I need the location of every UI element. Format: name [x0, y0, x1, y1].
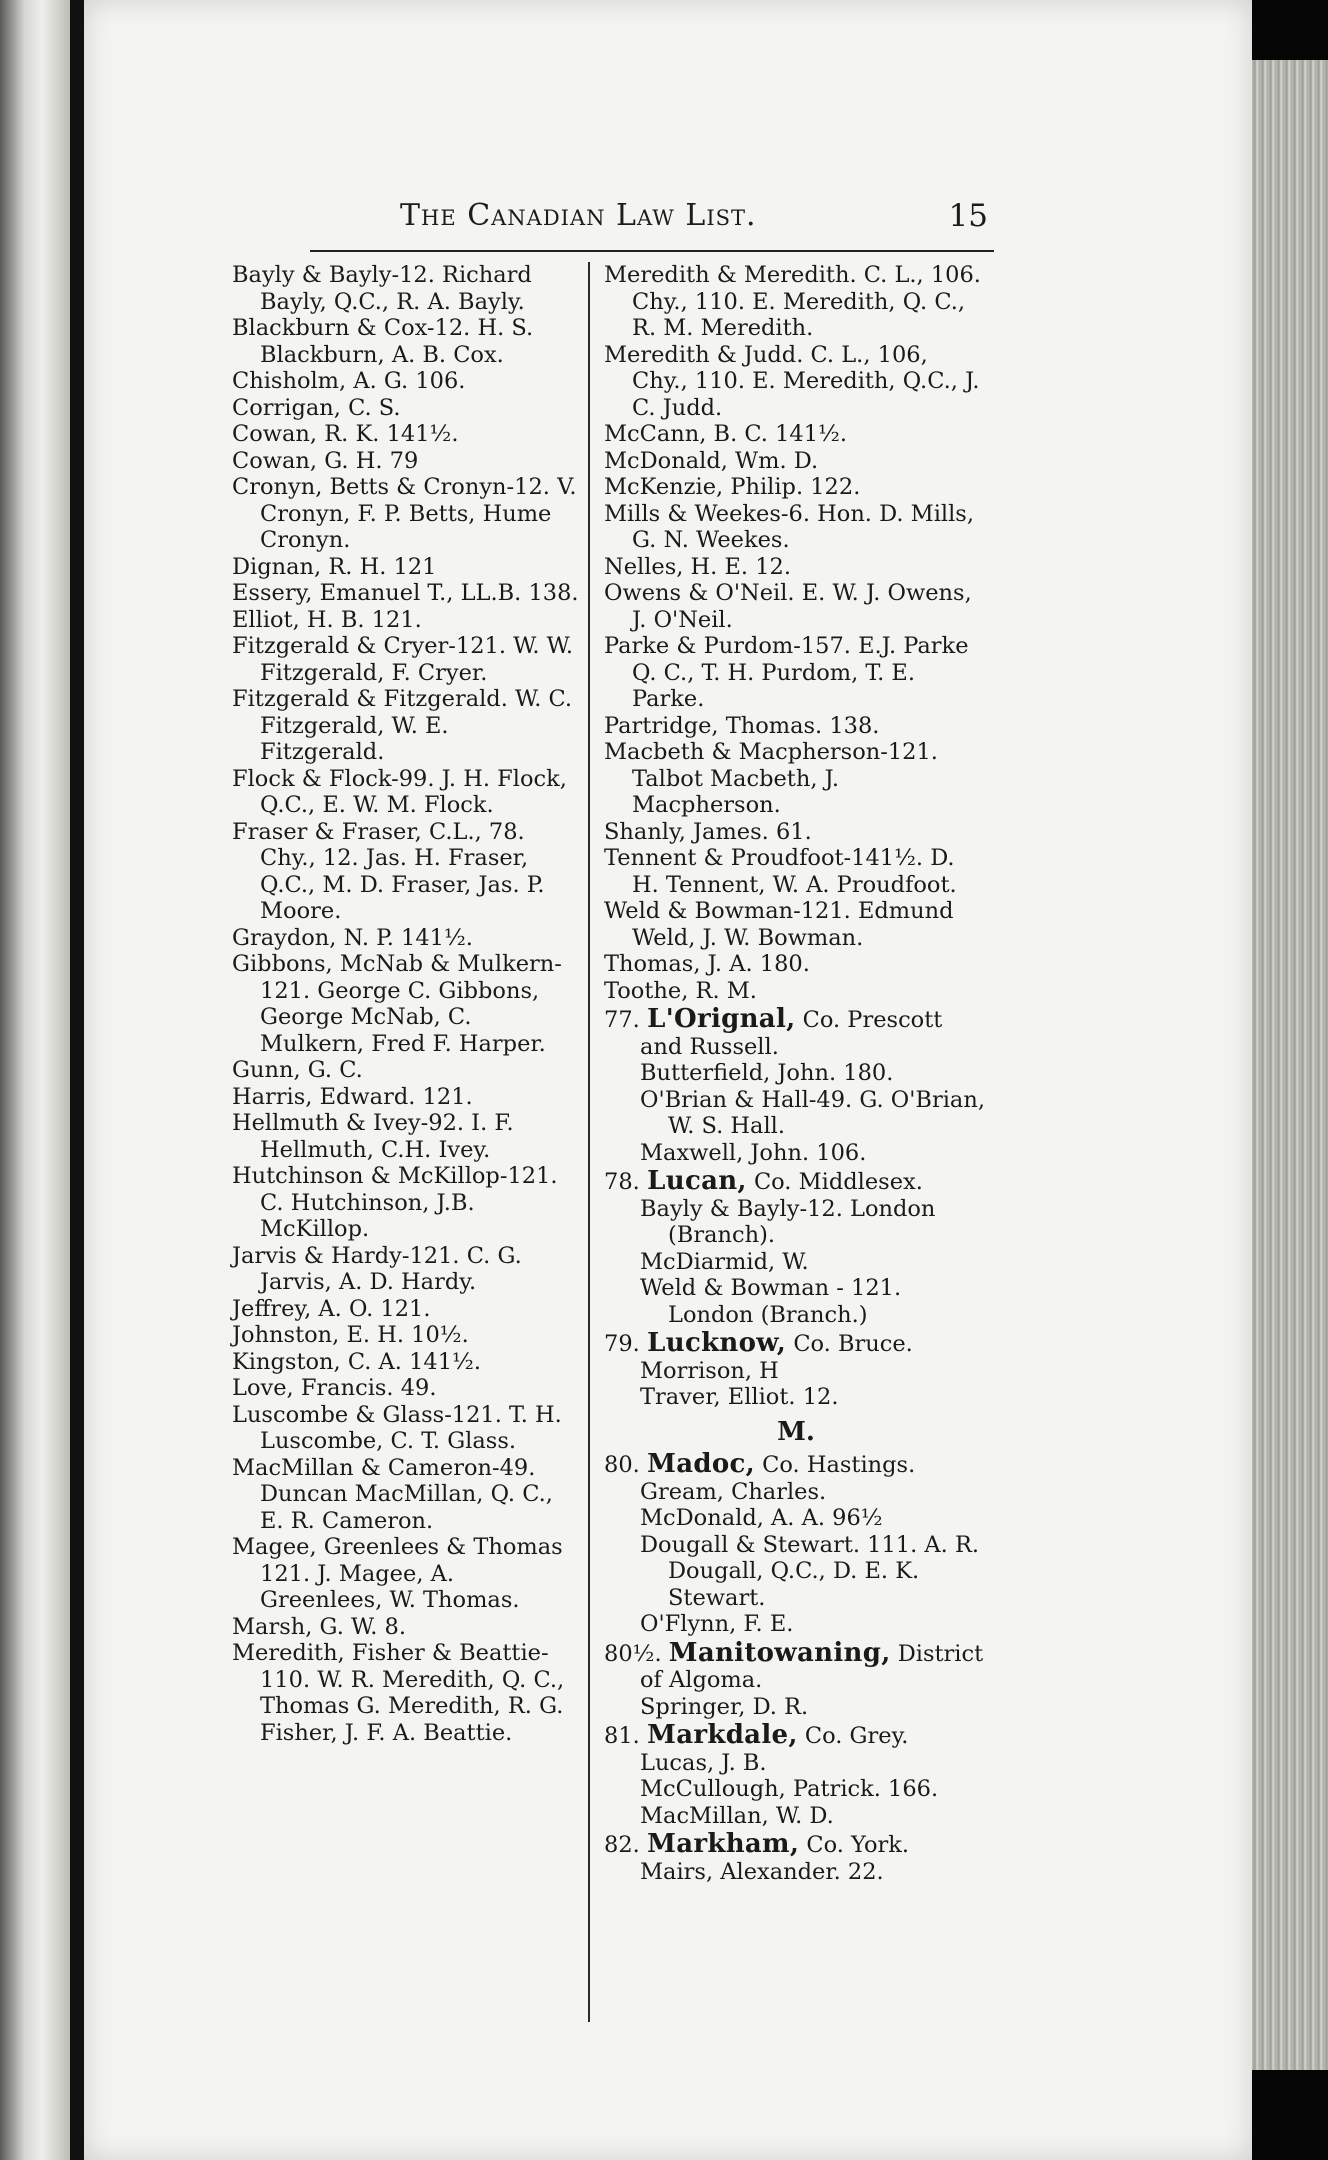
list-item: O'Flynn, F. E.: [640, 1611, 794, 1637]
list-item: Maxwell, John. 106.: [640, 1139, 867, 1166]
list-item: Parke & Purdom-157. E.J. Parke Q. C., T. H. Purdom, T. E. Parke.: [604, 633, 969, 712]
list-item: Corrigan, C. S.: [232, 394, 401, 421]
list-item: MacMillan & Cameron-49. Duncan MacMillan, Q. C., E. R. Cameron.: [232, 1454, 553, 1534]
list-item: Weld & Bowman-121. Edmund Weld, J. W. Bowman.: [604, 898, 954, 951]
list-item: Mairs, Alexander. 22.: [640, 1858, 884, 1885]
town-name: Manitowaning,: [668, 1637, 891, 1668]
town-heading: [604, 1006, 988, 1060]
town-heading: [604, 1451, 988, 1479]
town-heading: [604, 1168, 988, 1196]
town-county: Co. Grey.: [804, 1723, 909, 1749]
list-item: McDonald, A. A. 96½: [640, 1505, 883, 1531]
town-county: Co. Hastings.: [762, 1452, 916, 1478]
town-number: 80½.: [604, 1640, 662, 1667]
list-item: Cronyn, Betts & Cronyn-12. V. Cronyn, F. P. Betts, Hume Cronyn.: [232, 474, 577, 553]
running-title: The Canadian Law List.: [400, 198, 757, 233]
list-item: Kingston, C. A. 141½.: [232, 1348, 482, 1375]
list-item: Fitzgerald & Cryer-121. W. W. Fitzgerald, F. Cryer.: [232, 633, 573, 686]
book-gutter: [70, 0, 84, 2160]
list-item: McDonald, Wm. D.: [604, 447, 819, 474]
list-item: Partridge, Thomas. 138.: [604, 712, 880, 739]
town-number: 77.: [604, 1007, 640, 1033]
list-item: Chisholm, A. G. 106.: [232, 368, 466, 394]
page-header: [310, 190, 994, 252]
list-item: Gunn, G. C.: [232, 1057, 363, 1083]
list-item: Meredith, Fisher & Beattie-110. W. R. Meredith, Q. C., Thomas G. Meredith, R. G. Fisher, J. F. A. Beattie.: [232, 1640, 565, 1746]
list-item: Springer, D. R.: [640, 1693, 809, 1720]
list-item: Shanly, James. 61.: [604, 818, 812, 845]
town-county: Co. Bruce.: [793, 1331, 913, 1357]
list-item: Luscombe & Glass-121. T. H. Luscombe, C. T. Glass.: [232, 1401, 562, 1454]
list-item: Owens & O'Neil. E. W. J. Owens, J. O'Neil.: [604, 580, 972, 633]
town-name: Markham,: [647, 1829, 800, 1859]
town-county: Co. Prescott and Russell.: [640, 1007, 943, 1060]
list-item: Weld & Bowman - 121. London (Branch.): [640, 1275, 902, 1328]
list-item: Elliot, H. B. 121.: [232, 606, 422, 633]
list-item: Magee, Greenlees & Thomas 121. J. Magee, A. Greenlees, W. Thomas.: [232, 1534, 563, 1613]
list-item: Mills & Weekes-6. Hon. D. Mills, G. N. Weekes.: [604, 500, 974, 553]
list-item: Graydon, N. P. 141½.: [232, 924, 473, 951]
list-item: O'Brian & Hall-49. G. O'Brian, W. S. Hall.: [640, 1086, 985, 1139]
town-heading: [604, 1831, 988, 1859]
list-item: Cowan, G. H. 79: [232, 447, 419, 474]
town-number: 82.: [604, 1832, 640, 1858]
list-item: Marsh, G. W. 8.: [232, 1613, 406, 1640]
town-number: 79.: [604, 1331, 640, 1357]
town-number: 80.: [604, 1452, 640, 1478]
left-column: [232, 262, 580, 1746]
list-item: Toothe, R. M.: [604, 977, 757, 1004]
town-heading: [604, 1722, 988, 1750]
list-item: Bayly & Bayly-12. London (Branch).: [640, 1195, 936, 1248]
previous-page-edge: [0, 0, 70, 2160]
list-item: Lucas, J. B.: [640, 1749, 767, 1776]
list-item: Dignan, R. H. 121: [232, 553, 437, 580]
list-item: McCann, B. C. 141½.: [604, 421, 848, 447]
list-item: Gibbons, McNab & Mulkern-121. George C. Gibbons, George McNab, C. Mulkern, Fred F. Harper.: [232, 951, 562, 1057]
list-item: Traver, Elliot. 12.: [640, 1384, 839, 1410]
list-item: Love, Francis. 49.: [232, 1375, 437, 1401]
list-item: Morrison, H: [640, 1357, 779, 1384]
list-item: Meredith & Meredith. C. L., 106. Chy., 110. E. Meredith, Q. C., R. M. Meredith.: [604, 262, 981, 341]
list-item: Johnston, E. H. 10½.: [232, 1322, 469, 1348]
town-county: District of Algoma.: [640, 1640, 984, 1693]
town-name: L'Orignal,: [647, 1004, 796, 1034]
list-item: Nelles, H. E. 12.: [604, 553, 791, 580]
list-item: McDiarmid, W.: [640, 1248, 809, 1275]
list-item: Jarvis & Hardy-121. C. G. Jarvis, A. D. Hardy.: [232, 1242, 522, 1295]
list-item: Harris, Edward. 121.: [232, 1083, 473, 1110]
list-item: Dougall & Stewart. 111. A. R. Dougall, Q.C., D. E. K. Stewart.: [640, 1531, 980, 1611]
list-item: McCullough, Patrick. 166.: [640, 1776, 939, 1802]
town-county: Co. York.: [806, 1832, 910, 1858]
list-item: Bayly & Bayly-12. Richard Bayly, Q.C., R. A. Bayly.: [232, 262, 532, 315]
list-item: Fraser & Fraser, C.L., 78. Chy., 12. Jas. H. Fraser, Q.C., M. D. Fraser, Jas. P. Moore.: [232, 818, 545, 924]
town-name: Markdale,: [647, 1720, 798, 1750]
column-divider: [588, 262, 590, 2022]
section-letter: M.: [777, 1416, 815, 1447]
list-item: Meredith & Judd. C. L., 106, Chy., 110. E. Meredith, Q.C., J. C. Judd.: [604, 341, 980, 421]
page-block-edge: [1252, 60, 1328, 2070]
list-item: Essery, Emanuel T., LL.B. 138.: [232, 580, 579, 606]
list-item: Butterfield, John. 180.: [640, 1060, 894, 1086]
town-name: Lucan,: [647, 1166, 747, 1196]
list-item: MacMillan, W. D.: [640, 1802, 834, 1829]
list-item: McKenzie, Philip. 122.: [604, 474, 861, 500]
list-item: Tennent & Proudfoot-141½. D. H. Tennent, W. A. Proudfoot.: [604, 845, 957, 898]
list-item: Jeffrey, A. O. 121.: [232, 1295, 431, 1322]
town-name: Madoc,: [647, 1449, 755, 1479]
list-item: Macbeth & Macpherson-121. Talbot Macbeth, J. Macpherson.: [604, 739, 938, 818]
town-number: 81.: [604, 1723, 640, 1749]
town-heading: [604, 1637, 988, 1694]
town-name: Lucknow,: [647, 1328, 787, 1358]
page-number: 15: [948, 198, 988, 234]
right-column: [604, 262, 988, 1885]
list-item: Flock & Flock-99. J. H. Flock, Q.C., E. W. M. Flock.: [232, 765, 567, 818]
list-item: Thomas, J. A. 180.: [604, 951, 810, 977]
list-item: Hutchinson & McKillop-121. C. Hutchinson, J.B. McKillop.: [232, 1163, 558, 1242]
list-item: Fitzgerald & Fitzgerald. W. C. Fitzgerald, W. E. Fitzgerald.: [232, 686, 573, 765]
list-item: Cowan, R. K. 141½.: [232, 421, 459, 447]
town-county: Co. Middlesex.: [753, 1169, 923, 1195]
list-item: Hellmuth & Ivey-92. I. F. Hellmuth, C.H. Ivey.: [232, 1110, 514, 1163]
list-item: Gream, Charles.: [640, 1478, 827, 1505]
list-item: Blackburn & Cox-12. H. S. Blackburn, A. B. Cox.: [232, 315, 534, 368]
town-number: 78.: [604, 1169, 640, 1195]
town-heading: [604, 1330, 988, 1358]
